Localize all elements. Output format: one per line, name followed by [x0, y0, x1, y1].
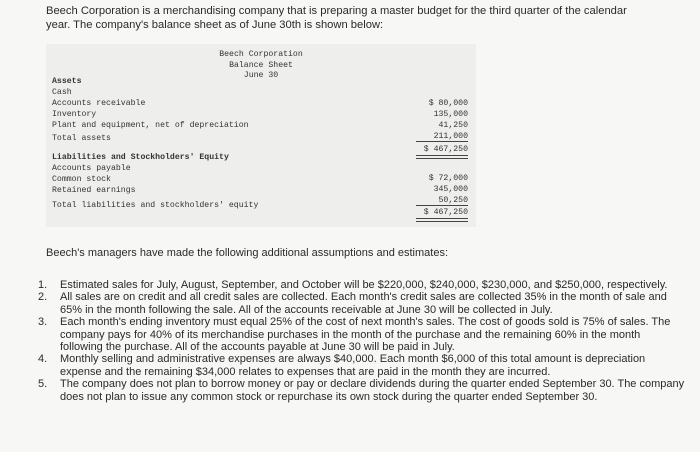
total-double-rule-2: [416, 218, 468, 222]
assumptions-list: [38, 279, 686, 403]
subtotal-rule: [416, 141, 468, 142]
liability-amount-payable: $ 72,000: [428, 174, 468, 183]
item-number: 2.: [38, 291, 48, 304]
balance-sheet-header: [46, 49, 476, 81]
list-item: [38, 279, 686, 291]
item-text: Each month's ending inventory must equal 25% of the cost of next month's sales. The cost of goods sold is 75% of sales. The company pays for 40% of its merchandise purchases in the month of the purchase and the remaining 60% in the month following the purchase. All of the accounts payable at June 30 will be paid in July.: [60, 316, 671, 354]
total-double-rule: [416, 155, 468, 159]
managers-note: Beech's managers have made the following additional assumptions and estimates:: [46, 247, 448, 259]
item-text: Monthly selling and administrative expenses are always $40,000. Each month $6,000 of this total amount is depreciation expense and the remaining $34,000 relates to expenses that are paid in the month they are incurred.: [60, 353, 646, 378]
liability-label-common-stock: Common stock: [52, 175, 111, 184]
item-number: 1.: [38, 279, 48, 291]
intro-paragraph: Beech Corporation is a merchandising company that is preparing a master budget for the third quarter of the calendar year. The company's balance sheet as of June 30th is shown below:: [46, 5, 627, 31]
list-item: [38, 291, 686, 316]
item-text: The company does not plan to borrow money or pay or declare dividends during the quarter ended September 30. The company does not plan to issue any common stock or repurchase its own stock during the quarter ended September 30.: [60, 378, 685, 403]
liability-amount-retained: 50,250: [438, 196, 468, 205]
liability-label-retained: Retained earnings: [52, 186, 136, 195]
asset-amount-cash: $ 80,000: [428, 99, 468, 108]
asset-amount-plant: 211,000: [433, 132, 468, 141]
company-name: Beech Corporation: [219, 50, 303, 59]
list-item: [38, 316, 686, 354]
total-liabilities-amount: $ 467,250: [423, 208, 468, 217]
liability-label-payable: Accounts payable: [52, 164, 131, 173]
asset-amount-receivable: 135,000: [433, 110, 468, 119]
item-number: 4.: [38, 353, 48, 366]
item-text: All sales are on credit and all credit sales are collected. Each month's credit sales are collected 35% in the month of sale and 65% in the month following the sale. All of the accounts receivable at June 30 will be collected in July.: [60, 291, 667, 316]
total-assets-label: Total assets: [52, 134, 111, 143]
subtotal-rule-2: [416, 205, 468, 206]
item-number: 5.: [38, 378, 48, 391]
statement-name: Balance Sheet: [229, 60, 293, 70]
item-text: Estimated sales for July, August, September, and October will be $220,000, $240,000, $230,000, and $250,000, respectively.: [60, 279, 668, 291]
asset-label-receivable: Accounts receivable: [52, 99, 146, 108]
total-assets-amount: $ 467,250: [423, 145, 468, 154]
asset-label-cash: Cash: [52, 88, 72, 97]
list-item: [38, 378, 686, 403]
asset-label-plant: Plant and equipment, net of depreciation: [52, 121, 249, 130]
asset-label-inventory: Inventory: [52, 110, 97, 119]
balance-sheet: [46, 44, 476, 227]
total-liabilities-label: Total liabilities and stockholders' equity: [52, 201, 259, 210]
item-number: 3.: [38, 316, 48, 329]
liability-amount-common-stock: 345,000: [433, 185, 468, 194]
asset-amount-inventory: 41,250: [438, 121, 468, 130]
assets-heading: Assets: [52, 77, 82, 86]
statement-date: June 30: [243, 71, 279, 80]
list-item: [38, 353, 686, 378]
liabilities-heading: Liabilities and Stockholders' Equity: [52, 153, 229, 162]
